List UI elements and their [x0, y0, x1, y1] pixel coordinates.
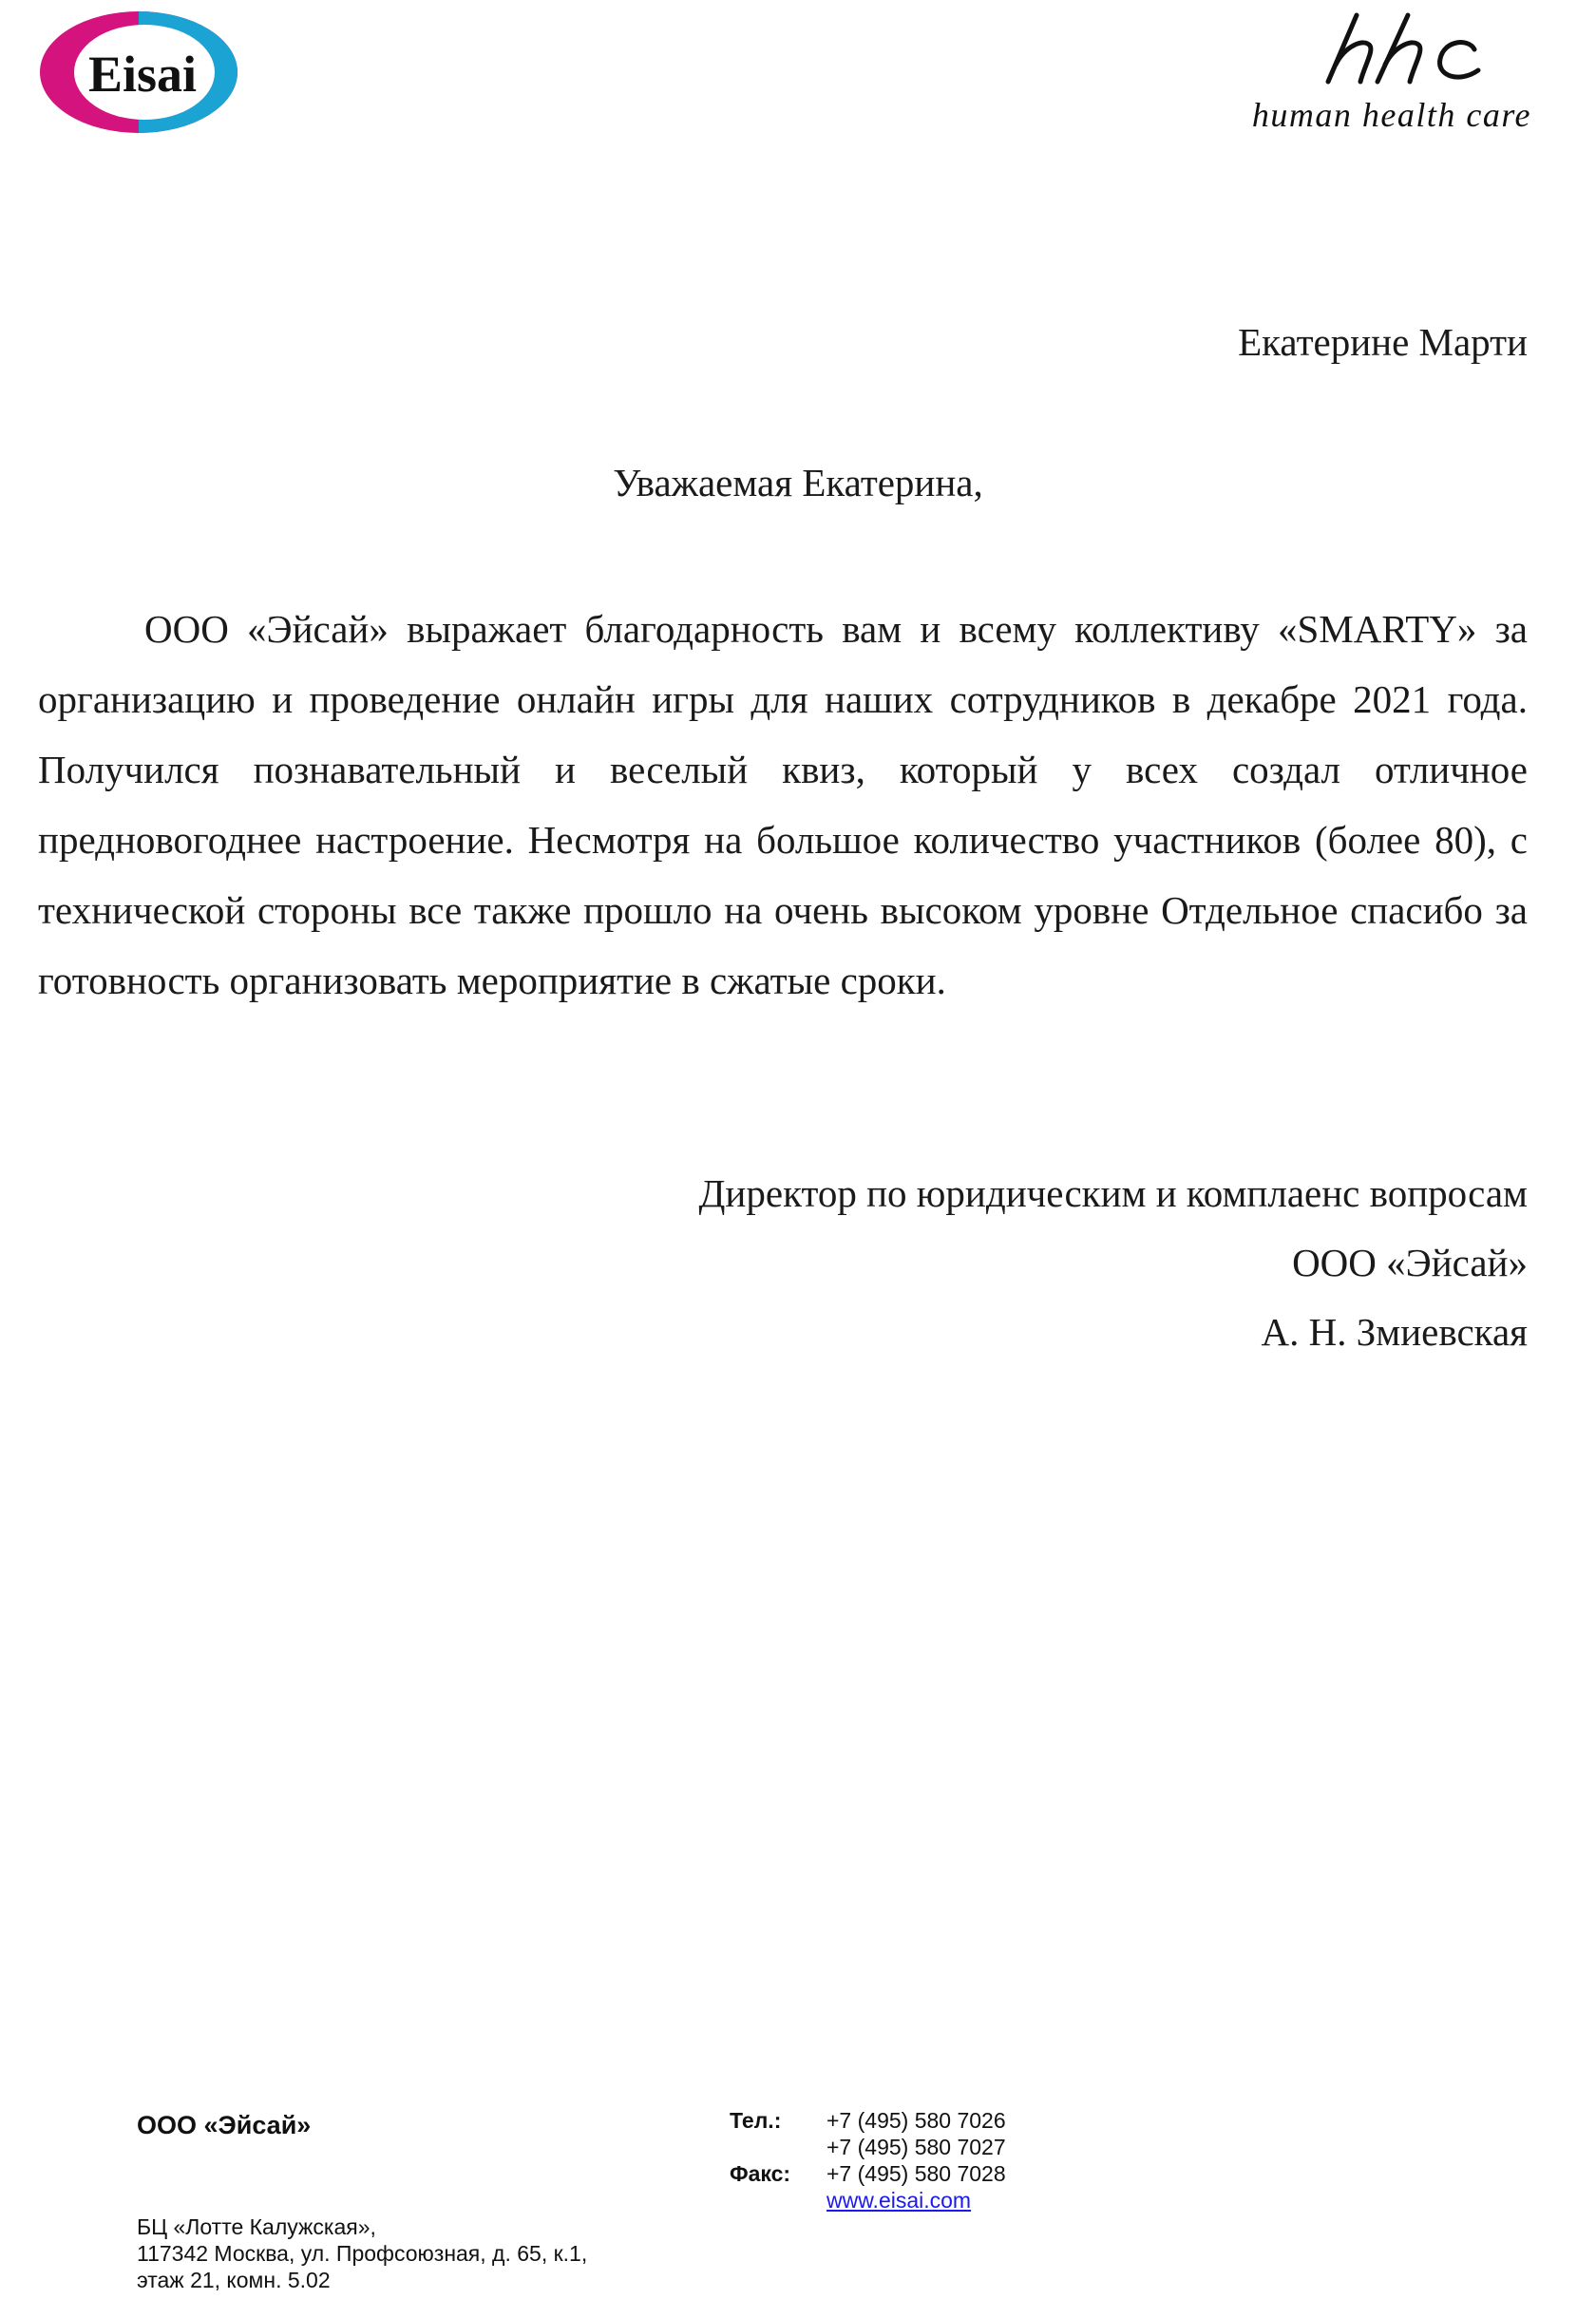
fax-number: +7 (495) 580 7028	[826, 2161, 1006, 2186]
signature-block	[698, 1159, 1528, 1367]
salutation: Уважаемая Екатерина,	[613, 461, 983, 504]
signer-company: ООО «Эйсай»	[1292, 1241, 1528, 1284]
eisai-logo	[38, 10, 239, 135]
fax-row	[730, 2160, 1006, 2187]
eisai-logo-wordmark: Eisai	[87, 46, 198, 103]
address-line: БЦ «Лотте Калужская»,	[137, 2214, 376, 2239]
hhc-tagline: human health care	[1251, 96, 1531, 134]
address-line: этаж 21, комн. 5.02	[137, 2268, 331, 2292]
footer-company: ООО «Эйсай»	[137, 2111, 312, 2139]
empty-label	[730, 2187, 826, 2214]
phone-row	[730, 2107, 1006, 2134]
address-line: 117342 Москва, ул. Профсоюзная, д. 65, к.1,	[137, 2241, 588, 2266]
footer-address	[137, 2214, 587, 2293]
empty-label	[730, 2134, 826, 2160]
recipient-name: Екатерине Марти	[1238, 320, 1528, 364]
website-link[interactable]: www.eisai.com	[826, 2188, 972, 2213]
footer-contacts	[730, 2107, 1006, 2214]
signer-name: А. Н. Змиевская	[1261, 1310, 1528, 1354]
hhc-logo	[1226, 8, 1548, 141]
eisai-logo-graphic	[38, 10, 239, 135]
tel-label: Тел.:	[730, 2108, 782, 2133]
phone-number: +7 (495) 580 7026	[826, 2108, 1006, 2133]
hhc-script-mark	[1302, 8, 1530, 93]
fax-label: Факс:	[730, 2161, 791, 2186]
phone-number: +7 (495) 580 7027	[826, 2135, 1006, 2159]
signer-position: Директор по юридическим и комплаенс вопросам	[698, 1171, 1528, 1215]
phone-row	[730, 2134, 1006, 2160]
website-row	[730, 2187, 1006, 2214]
letter-body: ООО «Эйсай» выражает благодарность вам и всему коллективу «SMARTY» за организацию и проведение онлайн игры для наших сотрудников в декабре 2021 года. Получился познавательный и веселый квиз, который у всех создал отличное предновогоднее настроение. Несмотря на большое количество участников (более 80), с технической стороны все также прошло на очень высоком уровне Отдельное спасибо за готовность организовать мероприятие в сжатые сроки.	[38, 607, 1528, 1002]
